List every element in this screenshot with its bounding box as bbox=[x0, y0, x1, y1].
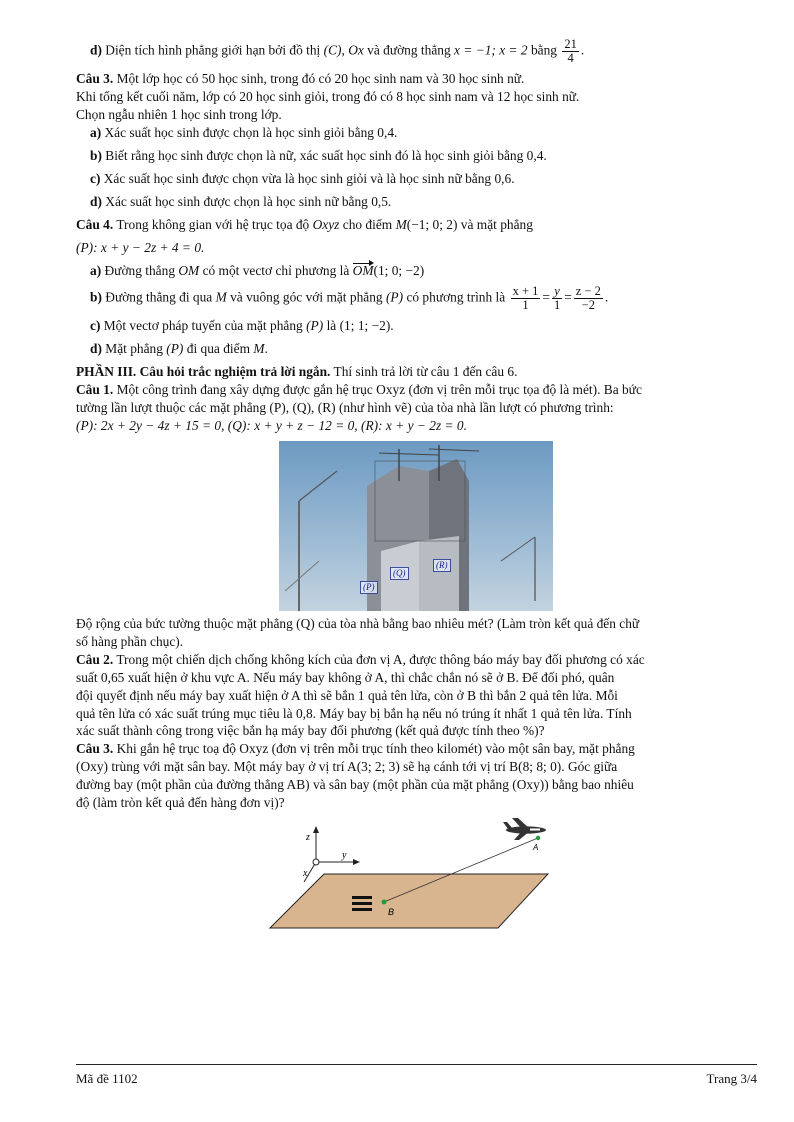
question-text: đường bay (một phần của đường thẳng AB) và sân bay (một phần của mặt phẳng (Oxy)) bằng bao nhiêu bbox=[76, 777, 634, 793]
page-number: Trang 3/4 bbox=[706, 1071, 757, 1086]
fraction: $\frac{y}{1}$ bbox=[553, 283, 561, 312]
part3-heading: PHẦN III. Câu hỏi trắc nghiệm trả lời ngắn. Thí sinh trả lời từ câu 1 đến câu 6. bbox=[76, 363, 518, 379]
question-text: xác suất thành công trong việc bắn hạ máy bay đối phương (kết quả được tính theo %)? bbox=[76, 723, 545, 739]
plane-label-q: (Q) bbox=[390, 567, 409, 580]
origin bbox=[313, 859, 319, 865]
option-d: d) Mặt phẳng (P) đi qua điểm M. bbox=[90, 340, 268, 356]
question-text: (Oxy) trùng với mặt sân bay. Một máy bay ở vị trí A(3; 2; 3) sẽ hạ cánh tới vị trí B(8; 8; 0). Góc giữa bbox=[76, 759, 618, 775]
y-axis-arrow bbox=[353, 859, 360, 865]
plane-label-r: (R) bbox=[433, 559, 451, 572]
question-text: độ (làm tròn kết quả đến hàng đơn vị)? bbox=[76, 795, 285, 811]
question-text: suất 0,65 xuất hiện ở khu vực A. Nếu máy bay không ở A, thì chắc chắn nó sẽ ở B. Để đối phó, quân bbox=[76, 669, 615, 685]
question-text: Độ rộng của bức tường thuộc mặt phẳng (Q) của tòa nhà bằng bao nhiêu mét? (Làm tròn kết quả đến chữ bbox=[76, 615, 640, 631]
exam-code: Mã đề 1102 bbox=[76, 1071, 138, 1086]
x-label: x bbox=[303, 868, 308, 880]
building-photo bbox=[279, 441, 553, 611]
part3-question-2: Câu 2. Trong một chiến dịch chống không kích của đơn vị A, được thông báo máy bay đối phương có xác bbox=[76, 651, 645, 667]
option-b: b) Đường thẳng đi qua M và vuông góc với mặt phẳng (P) có phương trình là $\frac{x + 1}{1}$ = $\frac{y}{1}$ = $\frac{z - 2}{-2}$ . bbox=[90, 283, 609, 312]
question-3: Câu 3. Một lớp học có 50 học sinh, trong đó có 20 học sinh nam và 30 học sinh nữ. bbox=[76, 71, 525, 87]
z-axis-arrow bbox=[313, 826, 319, 833]
fraction: $\frac{x + 1}{1}$ bbox=[512, 283, 539, 312]
y-label: y bbox=[342, 850, 347, 862]
question-text: tường lần lượt thuộc các mặt phẳng (P), (Q), (R) (như hình vẽ) của tòa nhà lần lượt có phương trình: bbox=[76, 399, 614, 415]
question-text: Khi tổng kết cuối năm, lớp có 20 học sinh giỏi, trong đó có 8 học sinh nam và 12 học sinh nữ. bbox=[76, 89, 580, 105]
airport-plane bbox=[270, 874, 548, 928]
vector-om: OM bbox=[352, 262, 374, 278]
page-footer bbox=[76, 1064, 757, 1086]
runway-marks-icon bbox=[352, 896, 372, 911]
part3-question-1: Câu 1. Một công trình đang xây dựng được gắn hệ trục Oxyz (đơn vị trên mỗi trục tọa độ là mét). Ba bức bbox=[76, 381, 642, 397]
plane-equation: (P): x + y − 2z + 4 = 0. bbox=[76, 239, 205, 255]
option-a: a) Đường thẳng OM có một vectơ chỉ phương là OM(1; 0; −2) bbox=[90, 262, 425, 278]
option-c: c) Một vectơ pháp tuyến của mặt phẳng (P) là (1; 1; −2). bbox=[90, 318, 394, 334]
question-text: Chọn ngẫu nhiên 1 học sinh trong lớp. bbox=[76, 107, 282, 123]
question-4: Câu 4. Trong không gian với hệ trục tọa độ Oxyz cho điểm M(−1; 0; 2) và mặt phẳng bbox=[76, 216, 533, 232]
point-b bbox=[382, 900, 387, 905]
question-text: số hàng phần chục). bbox=[76, 633, 184, 649]
exam-page bbox=[76, 38, 756, 941]
question-text: quả tên lửa có xác suất trúng mục tiêu là 0,8. Máy bay bị bắn hạ nếu nó trúng ít nhất 1 quả tên lửa. Tính bbox=[76, 705, 632, 721]
fraction: $\frac{z - 2}{-2}$ bbox=[575, 283, 601, 312]
point-a bbox=[536, 836, 540, 840]
a-label: A bbox=[533, 843, 539, 853]
z-label: z bbox=[306, 832, 310, 844]
option-b: b) Biết rằng học sinh được chọn là nữ, xác suất học sinh đó là học sinh giỏi bằng 0,4. bbox=[90, 148, 547, 164]
fraction: $\frac{21}{4}$ bbox=[564, 37, 577, 66]
building-illustration bbox=[279, 441, 553, 611]
b-label: B bbox=[388, 907, 395, 918]
option-d: d) Xác suất học sinh được chọn là học sinh nữ bằng 0,5. bbox=[90, 193, 392, 209]
airport-diagram bbox=[266, 816, 566, 936]
question-text: (P): 2x + 2y − 4z + 15 = 0, (Q): x + y + z − 12 = 0, (R): x + y − 2z = 0. bbox=[76, 417, 467, 433]
question-text: đội quyết định nếu máy bay xuất hiện ở A thì sẽ bắn 1 quả tên lửa, còn ở B thì bắn 2 quả tên lửa. Mỗi bbox=[76, 687, 618, 703]
option-c: c) Xác suất học sinh được chọn vừa là học sinh giỏi và là học sinh nữ bằng 0,6. bbox=[90, 171, 515, 187]
part3-question-3: Câu 3. Khi gắn hệ trục toạ độ Oxyz (đơn vị trên mỗi trục tính theo kilomét) vào một sân bay, mặt phẳng bbox=[76, 741, 635, 757]
plane-label-p: (P) bbox=[360, 581, 378, 594]
question-item: d) Diện tích hình phẳng giới hạn bởi đồ thị (C), Ox và đường thẳng x = −1; x = 2 bằng $\frac{21}{4}$ . bbox=[90, 37, 585, 66]
option-a: a) Xác suất học sinh được chọn là học sinh giỏi bằng 0,4. bbox=[90, 125, 398, 141]
